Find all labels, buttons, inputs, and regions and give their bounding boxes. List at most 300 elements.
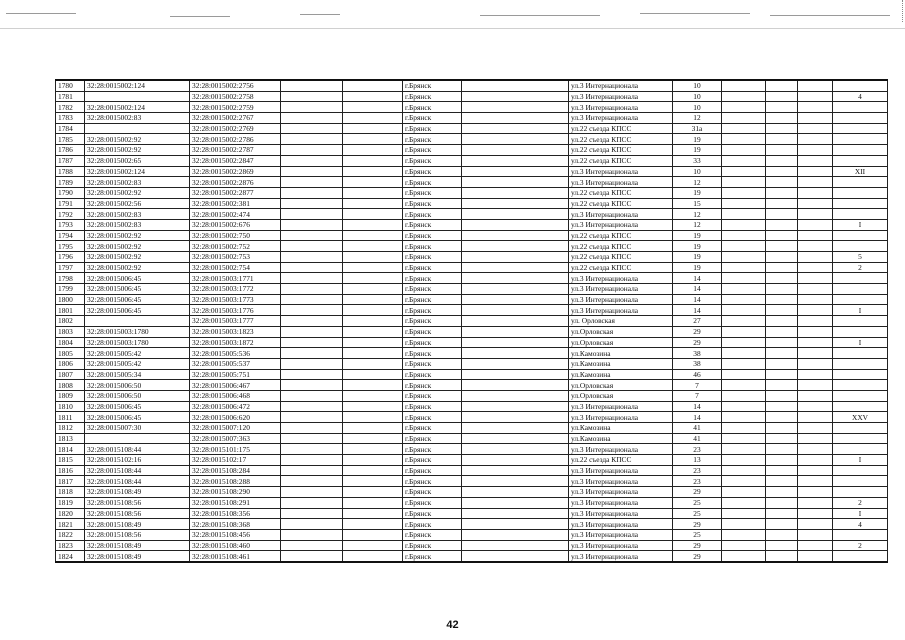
- empty-cell: [281, 123, 343, 134]
- empty-cell: [281, 337, 343, 348]
- empty-cell: [462, 551, 569, 562]
- quarter-number-cell: 32:28:0015007:30: [85, 423, 190, 434]
- empty-cell: [462, 540, 569, 551]
- table-row: [56, 497, 888, 508]
- empty-cell: [766, 209, 798, 220]
- table-row: [56, 123, 888, 134]
- empty-cell: [462, 166, 569, 177]
- empty-cell: [722, 369, 766, 380]
- empty-cell: [462, 519, 569, 530]
- empty-cell: [281, 369, 343, 380]
- empty-cell: [343, 209, 403, 220]
- house-number-cell: 27: [673, 316, 722, 327]
- empty-cell: [343, 337, 403, 348]
- empty-cell: [722, 412, 766, 423]
- empty-cell: [766, 476, 798, 487]
- apartment-number-cell: [833, 476, 888, 487]
- empty-cell: [798, 209, 833, 220]
- empty-cell: [343, 91, 403, 102]
- cadastral-number-cell: 32:28:0015108:456: [190, 529, 281, 540]
- cadastral-number-cell: 32:28:0015006:620: [190, 412, 281, 423]
- empty-cell: [343, 102, 403, 113]
- table-row: [56, 294, 888, 305]
- street-cell: ул.3 Интернационала: [569, 91, 673, 102]
- empty-cell: [766, 487, 798, 498]
- empty-cell: [343, 529, 403, 540]
- empty-cell: [722, 326, 766, 337]
- empty-cell: [281, 305, 343, 316]
- empty-cell: [722, 219, 766, 230]
- empty-cell: [343, 423, 403, 434]
- apartment-number-cell: [833, 177, 888, 188]
- apartment-number-cell: [833, 241, 888, 252]
- empty-cell: [462, 145, 569, 156]
- street-cell: ул.Камозина: [569, 369, 673, 380]
- house-number-cell: 25: [673, 497, 722, 508]
- quarter-number-cell: 32:28:0015002:92: [85, 134, 190, 145]
- empty-cell: [281, 262, 343, 273]
- house-number-cell: 10: [673, 102, 722, 113]
- empty-cell: [766, 455, 798, 466]
- scan-noise: [0, 0, 905, 30]
- city-cell: г.Брянск: [403, 284, 462, 295]
- empty-cell: [343, 401, 403, 412]
- street-cell: ул.22 съезда КПСС: [569, 252, 673, 263]
- empty-cell: [281, 219, 343, 230]
- empty-cell: [722, 123, 766, 134]
- empty-cell: [281, 476, 343, 487]
- empty-cell: [462, 155, 569, 166]
- empty-cell: [462, 284, 569, 295]
- house-number-cell: 10: [673, 80, 722, 91]
- apartment-number-cell: [833, 348, 888, 359]
- apartment-number-cell: [833, 134, 888, 145]
- cadastral-number-cell: 32:28:0015005:537: [190, 358, 281, 369]
- apartment-number-cell: [833, 358, 888, 369]
- registry-table: [55, 79, 888, 563]
- street-cell: ул.22 съезда КПСС: [569, 123, 673, 134]
- empty-cell: [766, 540, 798, 551]
- table-row: [56, 273, 888, 284]
- empty-cell: [766, 177, 798, 188]
- empty-cell: [343, 358, 403, 369]
- apartment-number-cell: [833, 294, 888, 305]
- empty-cell: [462, 497, 569, 508]
- apartment-number-cell: 2: [833, 540, 888, 551]
- empty-cell: [343, 476, 403, 487]
- empty-cell: [281, 155, 343, 166]
- house-number-cell: 19: [673, 262, 722, 273]
- house-number-cell: 19: [673, 230, 722, 241]
- row-number-cell: 1790: [56, 187, 85, 198]
- cadastral-number-cell: 32:28:0015002:2756: [190, 80, 281, 91]
- empty-cell: [798, 348, 833, 359]
- house-number-cell: 33: [673, 155, 722, 166]
- city-cell: г.Брянск: [403, 262, 462, 273]
- empty-cell: [722, 145, 766, 156]
- table-row: [56, 177, 888, 188]
- city-cell: г.Брянск: [403, 497, 462, 508]
- street-cell: ул.22 съезда КПСС: [569, 187, 673, 198]
- apartment-number-cell: [833, 209, 888, 220]
- house-number-cell: 25: [673, 508, 722, 519]
- apartment-number-cell: [833, 187, 888, 198]
- table-row: [56, 444, 888, 455]
- empty-cell: [462, 187, 569, 198]
- table-row: [56, 252, 888, 263]
- empty-cell: [798, 102, 833, 113]
- street-cell: ул.Камозина: [569, 433, 673, 444]
- cadastral-number-cell: 32:28:0015003:1823: [190, 326, 281, 337]
- city-cell: г.Брянск: [403, 316, 462, 327]
- street-cell: ул.22 съезда КПСС: [569, 262, 673, 273]
- city-cell: г.Брянск: [403, 91, 462, 102]
- house-number-cell: 7: [673, 380, 722, 391]
- quarter-number-cell: 32:28:0015002:92: [85, 241, 190, 252]
- row-number-cell: 1791: [56, 198, 85, 209]
- street-cell: ул.3 Интернационала: [569, 487, 673, 498]
- row-number-cell: 1785: [56, 134, 85, 145]
- empty-cell: [722, 476, 766, 487]
- house-number-cell: 29: [673, 337, 722, 348]
- empty-cell: [462, 91, 569, 102]
- empty-cell: [343, 444, 403, 455]
- table-row: [56, 476, 888, 487]
- house-number-cell: 29: [673, 551, 722, 562]
- empty-cell: [766, 241, 798, 252]
- empty-cell: [722, 529, 766, 540]
- city-cell: г.Брянск: [403, 508, 462, 519]
- city-cell: г.Брянск: [403, 198, 462, 209]
- empty-cell: [798, 326, 833, 337]
- empty-cell: [462, 487, 569, 498]
- apartment-number-cell: [833, 113, 888, 124]
- empty-cell: [462, 444, 569, 455]
- street-cell: ул.3 Интернационала: [569, 80, 673, 91]
- quarter-number-cell: [85, 91, 190, 102]
- cadastral-number-cell: 32:28:0015108:284: [190, 465, 281, 476]
- quarter-number-cell: 32:28:0015006:45: [85, 401, 190, 412]
- empty-cell: [343, 262, 403, 273]
- empty-cell: [462, 390, 569, 401]
- empty-cell: [343, 155, 403, 166]
- empty-cell: [798, 423, 833, 434]
- table-row: [56, 284, 888, 295]
- empty-cell: [281, 551, 343, 562]
- empty-cell: [766, 198, 798, 209]
- row-number-cell: 1822: [56, 529, 85, 540]
- table-row: [56, 230, 888, 241]
- row-number-cell: 1803: [56, 326, 85, 337]
- cadastral-number-cell: 32:28:0015002:2787: [190, 145, 281, 156]
- empty-cell: [722, 348, 766, 359]
- apartment-number-cell: [833, 230, 888, 241]
- house-number-cell: 10: [673, 91, 722, 102]
- cadastral-number-cell: 32:28:0015102:17: [190, 455, 281, 466]
- quarter-number-cell: 32:28:0015002:92: [85, 252, 190, 263]
- city-cell: г.Брянск: [403, 401, 462, 412]
- city-cell: г.Брянск: [403, 390, 462, 401]
- house-number-cell: 29: [673, 487, 722, 498]
- quarter-number-cell: 32:28:0015002:92: [85, 262, 190, 273]
- empty-cell: [766, 444, 798, 455]
- empty-cell: [798, 358, 833, 369]
- cadastral-number-cell: 32:28:0015005:536: [190, 348, 281, 359]
- quarter-number-cell: 32:28:0015006:45: [85, 294, 190, 305]
- house-number-cell: 23: [673, 444, 722, 455]
- apartment-number-cell: [833, 529, 888, 540]
- street-cell: ул.Орловская: [569, 390, 673, 401]
- table-row: [56, 326, 888, 337]
- quarter-number-cell: [85, 123, 190, 134]
- apartment-number-cell: [833, 551, 888, 562]
- street-cell: ул.3 Интернационала: [569, 177, 673, 188]
- empty-cell: [766, 316, 798, 327]
- empty-cell: [462, 273, 569, 284]
- empty-cell: [722, 497, 766, 508]
- empty-cell: [722, 102, 766, 113]
- empty-cell: [798, 487, 833, 498]
- cadastral-number-cell: 32:28:0015002:2759: [190, 102, 281, 113]
- row-number-cell: 1799: [56, 284, 85, 295]
- empty-cell: [766, 465, 798, 476]
- apartment-number-cell: 4: [833, 519, 888, 530]
- street-cell: ул.22 съезда КПСС: [569, 198, 673, 209]
- empty-cell: [722, 284, 766, 295]
- city-cell: г.Брянск: [403, 444, 462, 455]
- street-cell: ул.3 Интернационала: [569, 273, 673, 284]
- row-number-cell: 1792: [56, 209, 85, 220]
- cadastral-number-cell: 32:28:0015108:288: [190, 476, 281, 487]
- empty-cell: [281, 390, 343, 401]
- empty-cell: [798, 401, 833, 412]
- house-number-cell: 14: [673, 412, 722, 423]
- empty-cell: [462, 380, 569, 391]
- empty-cell: [343, 219, 403, 230]
- apartment-number-cell: I: [833, 337, 888, 348]
- row-number-cell: 1783: [56, 113, 85, 124]
- empty-cell: [343, 369, 403, 380]
- table-row: [56, 540, 888, 551]
- house-number-cell: 31а: [673, 123, 722, 134]
- empty-cell: [766, 337, 798, 348]
- empty-cell: [281, 177, 343, 188]
- house-number-cell: 23: [673, 476, 722, 487]
- house-number-cell: 41: [673, 433, 722, 444]
- empty-cell: [766, 91, 798, 102]
- empty-cell: [722, 551, 766, 562]
- empty-cell: [798, 284, 833, 295]
- street-cell: ул.Орловская: [569, 337, 673, 348]
- empty-cell: [281, 102, 343, 113]
- empty-cell: [343, 316, 403, 327]
- house-number-cell: 19: [673, 145, 722, 156]
- street-cell: ул.3 Интернационала: [569, 113, 673, 124]
- empty-cell: [343, 540, 403, 551]
- empty-cell: [343, 145, 403, 156]
- empty-cell: [722, 80, 766, 91]
- row-number-cell: 1780: [56, 80, 85, 91]
- row-number-cell: 1797: [56, 262, 85, 273]
- city-cell: г.Брянск: [403, 155, 462, 166]
- empty-cell: [343, 455, 403, 466]
- empty-cell: [281, 91, 343, 102]
- empty-cell: [722, 113, 766, 124]
- empty-cell: [343, 390, 403, 401]
- empty-cell: [766, 380, 798, 391]
- city-cell: г.Брянск: [403, 540, 462, 551]
- empty-cell: [766, 145, 798, 156]
- empty-cell: [462, 198, 569, 209]
- empty-cell: [798, 380, 833, 391]
- empty-cell: [462, 401, 569, 412]
- table-row: [56, 390, 888, 401]
- empty-cell: [722, 401, 766, 412]
- house-number-cell: 19: [673, 134, 722, 145]
- quarter-number-cell: 32:28:0015005:42: [85, 348, 190, 359]
- quarter-number-cell: 32:28:0015002:124: [85, 166, 190, 177]
- apartment-number-cell: [833, 102, 888, 113]
- empty-cell: [722, 487, 766, 498]
- street-cell: ул.3 Интернационала: [569, 166, 673, 177]
- empty-cell: [343, 497, 403, 508]
- empty-cell: [281, 326, 343, 337]
- apartment-number-cell: [833, 390, 888, 401]
- empty-cell: [766, 358, 798, 369]
- house-number-cell: 38: [673, 348, 722, 359]
- empty-cell: [766, 273, 798, 284]
- empty-cell: [281, 497, 343, 508]
- empty-cell: [722, 444, 766, 455]
- empty-cell: [281, 113, 343, 124]
- table-row: [56, 433, 888, 444]
- empty-cell: [343, 123, 403, 134]
- empty-cell: [462, 465, 569, 476]
- empty-cell: [343, 198, 403, 209]
- row-number-cell: 1787: [56, 155, 85, 166]
- row-number-cell: 1782: [56, 102, 85, 113]
- cadastral-number-cell: 32:28:0015002:2758: [190, 91, 281, 102]
- empty-cell: [766, 230, 798, 241]
- house-number-cell: 14: [673, 401, 722, 412]
- empty-cell: [798, 177, 833, 188]
- cadastral-number-cell: 32:28:0015002:2769: [190, 123, 281, 134]
- empty-cell: [281, 284, 343, 295]
- house-number-cell: 23: [673, 465, 722, 476]
- empty-cell: [281, 358, 343, 369]
- empty-cell: [798, 476, 833, 487]
- cadastral-number-cell: 32:28:0015002:676: [190, 219, 281, 230]
- empty-cell: [462, 102, 569, 113]
- empty-cell: [343, 508, 403, 519]
- empty-cell: [722, 241, 766, 252]
- empty-cell: [766, 80, 798, 91]
- cadastral-number-cell: 32:28:0015002:381: [190, 198, 281, 209]
- empty-cell: [462, 177, 569, 188]
- city-cell: г.Брянск: [403, 337, 462, 348]
- empty-cell: [462, 316, 569, 327]
- city-cell: г.Брянск: [403, 380, 462, 391]
- city-cell: г.Брянск: [403, 294, 462, 305]
- empty-cell: [281, 465, 343, 476]
- empty-cell: [343, 230, 403, 241]
- empty-cell: [798, 219, 833, 230]
- empty-cell: [343, 187, 403, 198]
- city-cell: г.Брянск: [403, 369, 462, 380]
- empty-cell: [766, 497, 798, 508]
- table-row: [56, 348, 888, 359]
- row-number-cell: 1814: [56, 444, 85, 455]
- apartment-number-cell: I: [833, 455, 888, 466]
- row-number-cell: 1811: [56, 412, 85, 423]
- empty-cell: [766, 113, 798, 124]
- empty-cell: [798, 433, 833, 444]
- empty-cell: [766, 305, 798, 316]
- empty-cell: [766, 508, 798, 519]
- street-cell: ул.3 Интернационала: [569, 412, 673, 423]
- empty-cell: [798, 187, 833, 198]
- empty-cell: [798, 455, 833, 466]
- empty-cell: [462, 230, 569, 241]
- row-number-cell: 1809: [56, 390, 85, 401]
- table-row: [56, 369, 888, 380]
- quarter-number-cell: 32:28:0015108:56: [85, 508, 190, 519]
- street-cell: ул.22 съезда КПСС: [569, 134, 673, 145]
- row-number-cell: 1789: [56, 177, 85, 188]
- apartment-number-cell: I: [833, 219, 888, 230]
- apartment-number-cell: [833, 155, 888, 166]
- empty-cell: [281, 80, 343, 91]
- street-cell: ул.3 Интернационала: [569, 401, 673, 412]
- empty-cell: [798, 230, 833, 241]
- row-number-cell: 1816: [56, 465, 85, 476]
- quarter-number-cell: 32:28:0015002:92: [85, 145, 190, 156]
- city-cell: г.Брянск: [403, 348, 462, 359]
- empty-cell: [462, 348, 569, 359]
- empty-cell: [462, 219, 569, 230]
- empty-cell: [798, 412, 833, 423]
- empty-cell: [281, 316, 343, 327]
- empty-cell: [766, 423, 798, 434]
- table-row: [56, 113, 888, 124]
- table-row: [56, 465, 888, 476]
- empty-cell: [462, 423, 569, 434]
- page-number: 42: [446, 619, 459, 631]
- table-row: [56, 380, 888, 391]
- table-row: [56, 401, 888, 412]
- apartment-number-cell: [833, 316, 888, 327]
- house-number-cell: 41: [673, 423, 722, 434]
- row-number-cell: 1823: [56, 540, 85, 551]
- table-row: [56, 305, 888, 316]
- cadastral-number-cell: 32:28:0015002:2877: [190, 187, 281, 198]
- city-cell: г.Брянск: [403, 209, 462, 220]
- empty-cell: [722, 455, 766, 466]
- empty-cell: [766, 102, 798, 113]
- cadastral-number-cell: 32:28:0015002:2869: [190, 166, 281, 177]
- city-cell: г.Брянск: [403, 423, 462, 434]
- empty-cell: [462, 412, 569, 423]
- empty-cell: [281, 230, 343, 241]
- cadastral-number-cell: 32:28:0015003:1777: [190, 316, 281, 327]
- apartment-number-cell: [833, 401, 888, 412]
- house-number-cell: 14: [673, 284, 722, 295]
- house-number-cell: 19: [673, 187, 722, 198]
- cadastral-number-cell: 32:28:0015003:1771: [190, 273, 281, 284]
- empty-cell: [343, 380, 403, 391]
- city-cell: г.Брянск: [403, 433, 462, 444]
- apartment-number-cell: XII: [833, 166, 888, 177]
